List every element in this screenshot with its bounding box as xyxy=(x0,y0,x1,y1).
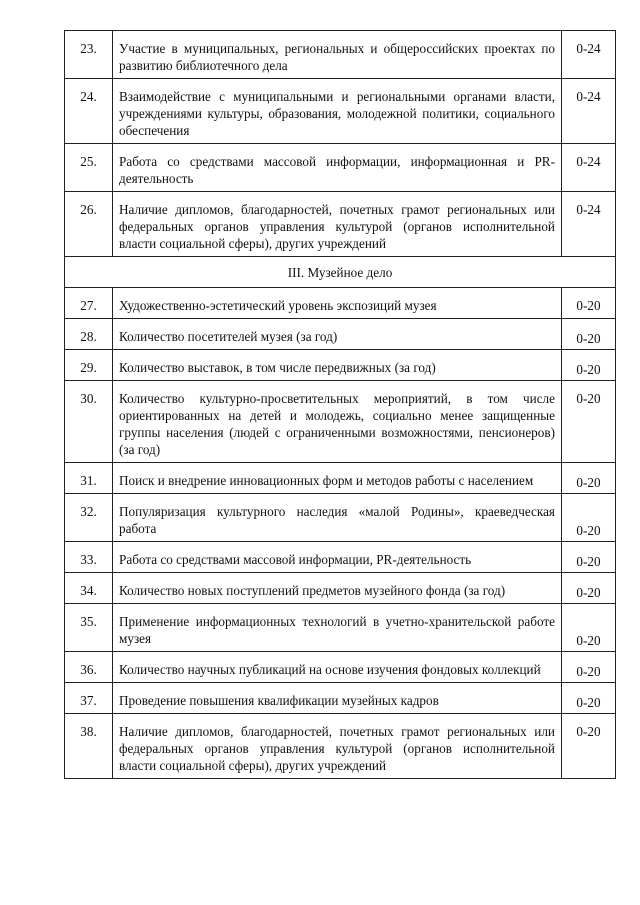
section-title: III. Музейное дело xyxy=(65,257,616,288)
table-row xyxy=(65,463,616,494)
table-row xyxy=(65,652,616,683)
criteria-table xyxy=(64,30,616,779)
row-criterion: Количество выставок, в том числе передвижных (за год) xyxy=(113,350,562,381)
row-score: 0-20 xyxy=(562,463,616,494)
row-score: 0-20 xyxy=(562,319,616,350)
row-score: 0-20 xyxy=(562,652,616,683)
row-number: 31. xyxy=(65,463,113,494)
row-criterion: Количество новых поступлений предметов музейного фонда (за год) xyxy=(113,573,562,604)
table-row xyxy=(65,31,616,79)
row-score: 0-24 xyxy=(562,192,616,257)
row-criterion: Количество культурно-просветительных мероприятий, в том числе ориентированных на детей и молодежь, социально менее защищенные группы населения (людей с ограниченными возможностями, пенсионеров) (за год) xyxy=(113,381,562,463)
row-number: 36. xyxy=(65,652,113,683)
table-row xyxy=(65,192,616,257)
table-row xyxy=(65,381,616,463)
row-score: 0-20 xyxy=(562,573,616,604)
row-criterion: Поиск и внедрение инновационных форм и методов работы с населением xyxy=(113,463,562,494)
table-row xyxy=(65,604,616,652)
table-row xyxy=(65,144,616,192)
row-criterion: Популяризация культурного наследия «малой Родины», краеведческая работа xyxy=(113,494,562,542)
row-criterion: Участие в муниципальных, региональных и общероссийских проектах по развитию библиотечного дела xyxy=(113,31,562,79)
row-score: 0-20 xyxy=(562,288,616,319)
row-score: 0-20 xyxy=(562,683,616,714)
row-number: 37. xyxy=(65,683,113,714)
table-row xyxy=(65,79,616,144)
row-number: 25. xyxy=(65,144,113,192)
row-number: 29. xyxy=(65,350,113,381)
row-score: 0-24 xyxy=(562,31,616,79)
row-criterion: Художественно-эстетический уровень экспозиций музея xyxy=(113,288,562,319)
table-row xyxy=(65,542,616,573)
row-number: 38. xyxy=(65,714,113,779)
table-row xyxy=(65,573,616,604)
row-criterion: Проведение повышения квалификации музейных кадров xyxy=(113,683,562,714)
row-number: 33. xyxy=(65,542,113,573)
section-row xyxy=(65,257,616,288)
row-criterion: Применение информационных технологий в учетно-хранительской работе музея xyxy=(113,604,562,652)
row-score: 0-20 xyxy=(562,494,616,542)
row-number: 26. xyxy=(65,192,113,257)
row-criterion: Наличие дипломов, благодарностей, почетных грамот региональных или федеральных органов управления культурой (органов исполнительной власти социальной сферы), других учреждений xyxy=(113,192,562,257)
row-criterion: Работа со средствами массовой информации, информационная и PR-деятельность xyxy=(113,144,562,192)
row-number: 35. xyxy=(65,604,113,652)
table-row xyxy=(65,350,616,381)
table-row xyxy=(65,494,616,542)
row-criterion: Взаимодействие с муниципальными и региональными органами власти, учреждениями культуры, образования, молодежной политики, социального обеспечения xyxy=(113,79,562,144)
row-number: 27. xyxy=(65,288,113,319)
table-row xyxy=(65,288,616,319)
row-score: 0-24 xyxy=(562,144,616,192)
table-row xyxy=(65,319,616,350)
row-score: 0-20 xyxy=(562,604,616,652)
row-score: 0-20 xyxy=(562,350,616,381)
row-number: 32. xyxy=(65,494,113,542)
row-number: 30. xyxy=(65,381,113,463)
row-number: 28. xyxy=(65,319,113,350)
row-number: 23. xyxy=(65,31,113,79)
table-row xyxy=(65,714,616,779)
row-score: 0-24 xyxy=(562,79,616,144)
row-criterion: Количество научных публикаций на основе изучения фондовых коллекций xyxy=(113,652,562,683)
table-row xyxy=(65,683,616,714)
row-score: 0-20 xyxy=(562,381,616,463)
row-score: 0-20 xyxy=(562,542,616,573)
row-number: 24. xyxy=(65,79,113,144)
row-criterion: Наличие дипломов, благодарностей, почетных грамот региональных или федеральных органов управления культурой (органов исполнительной власти социальной сферы), других учреждений xyxy=(113,714,562,779)
row-score: 0-20 xyxy=(562,714,616,779)
row-number: 34. xyxy=(65,573,113,604)
row-criterion: Количество посетителей музея (за год) xyxy=(113,319,562,350)
row-criterion: Работа со средствами массовой информации, PR-деятельность xyxy=(113,542,562,573)
